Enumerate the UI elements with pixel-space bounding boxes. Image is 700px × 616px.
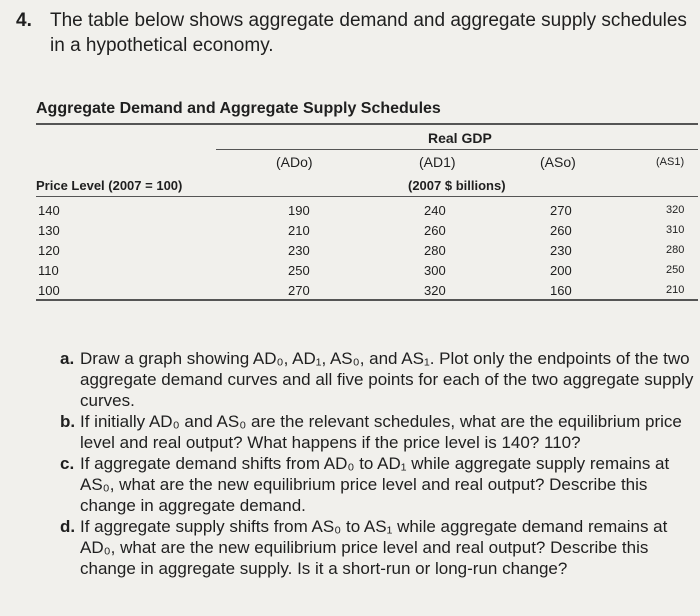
as0-value: 270 bbox=[550, 203, 572, 218]
sub-question-d bbox=[60, 516, 700, 579]
header-bottom-rule bbox=[36, 196, 698, 197]
as1-value: 320 bbox=[666, 204, 685, 216]
sub-questions bbox=[60, 348, 700, 579]
table-top-rule bbox=[36, 123, 698, 125]
sub-question-b bbox=[60, 411, 700, 453]
col-header-ad0: (ADo) bbox=[276, 154, 313, 170]
table-title: Aggregate Demand and Aggregate Supply Schedules bbox=[36, 100, 441, 117]
as0-value: 160 bbox=[550, 283, 572, 298]
question-number: 4. bbox=[16, 10, 32, 31]
price-level: 120 bbox=[38, 243, 60, 258]
real-gdp-rule bbox=[216, 149, 698, 150]
table-bottom-rule bbox=[36, 299, 698, 301]
ad0-value: 210 bbox=[288, 223, 310, 238]
sub-question-a-text: Draw a graph showing AD₀, AD₁, AS₀, and AS₁. Plot only the endpoints of the two aggregate demand curves and all five points for each of the two aggregate supply curves. bbox=[80, 349, 694, 410]
sub-question-a bbox=[60, 348, 700, 411]
price-level: 140 bbox=[38, 203, 60, 218]
ad1-value: 320 bbox=[424, 283, 446, 298]
sub-question-c-letter: c. bbox=[60, 454, 75, 473]
col-header-as1: (AS1) bbox=[656, 156, 685, 168]
price-level: 100 bbox=[38, 283, 60, 298]
as1-value: 210 bbox=[666, 284, 685, 296]
as0-value: 230 bbox=[550, 243, 572, 258]
ad0-value: 250 bbox=[288, 263, 310, 278]
as0-value: 200 bbox=[550, 263, 572, 278]
sub-question-c bbox=[60, 453, 700, 516]
sub-question-b-letter: b. bbox=[60, 412, 76, 431]
ad1-value: 300 bbox=[424, 263, 446, 278]
as1-value: 250 bbox=[666, 264, 685, 276]
sub-question-b-text: If initially AD₀ and AS₀ are the relevant schedules, what are the equilibrium price level and real output? What happens if the price level is 140? 110? bbox=[80, 412, 682, 452]
question-text: The table below shows aggregate demand and aggregate supply schedules in a hypothetical economy. bbox=[50, 10, 687, 56]
sub-question-c-text: If aggregate demand shifts from AD₀ to AD₁ while aggregate supply remains at AS₀, what are the new equilibrium price level and real output? Describe this change in aggregate demand. bbox=[80, 454, 670, 515]
real-gdp-header: Real GDP bbox=[428, 130, 492, 146]
ad0-value: 190 bbox=[288, 203, 310, 218]
sub-question-d-text: If aggregate supply shifts from AS₀ to AS₁ while aggregate demand remains at AD₀, what are the new equilibrium price level and real output? Describe this change in aggregate supply. Is it a short-run or long-run change? bbox=[80, 517, 668, 578]
ad1-value: 260 bbox=[424, 223, 446, 238]
sub-question-d-letter: d. bbox=[60, 517, 76, 536]
ad0-value: 230 bbox=[288, 243, 310, 258]
price-level: 130 bbox=[38, 223, 60, 238]
units-header: (2007 $ billions) bbox=[408, 178, 506, 193]
ad1-value: 280 bbox=[424, 243, 446, 258]
col-header-as0: (ASo) bbox=[540, 154, 576, 170]
as1-value: 310 bbox=[666, 224, 685, 236]
price-level-header: Price Level (2007 = 100) bbox=[36, 178, 183, 193]
ad1-value: 240 bbox=[424, 203, 446, 218]
as1-value: 280 bbox=[666, 244, 685, 256]
price-level: 110 bbox=[38, 263, 59, 278]
as0-value: 260 bbox=[550, 223, 572, 238]
col-header-ad1: (AD1) bbox=[419, 154, 456, 170]
sub-question-a-letter: a. bbox=[60, 349, 75, 368]
ad0-value: 270 bbox=[288, 283, 310, 298]
